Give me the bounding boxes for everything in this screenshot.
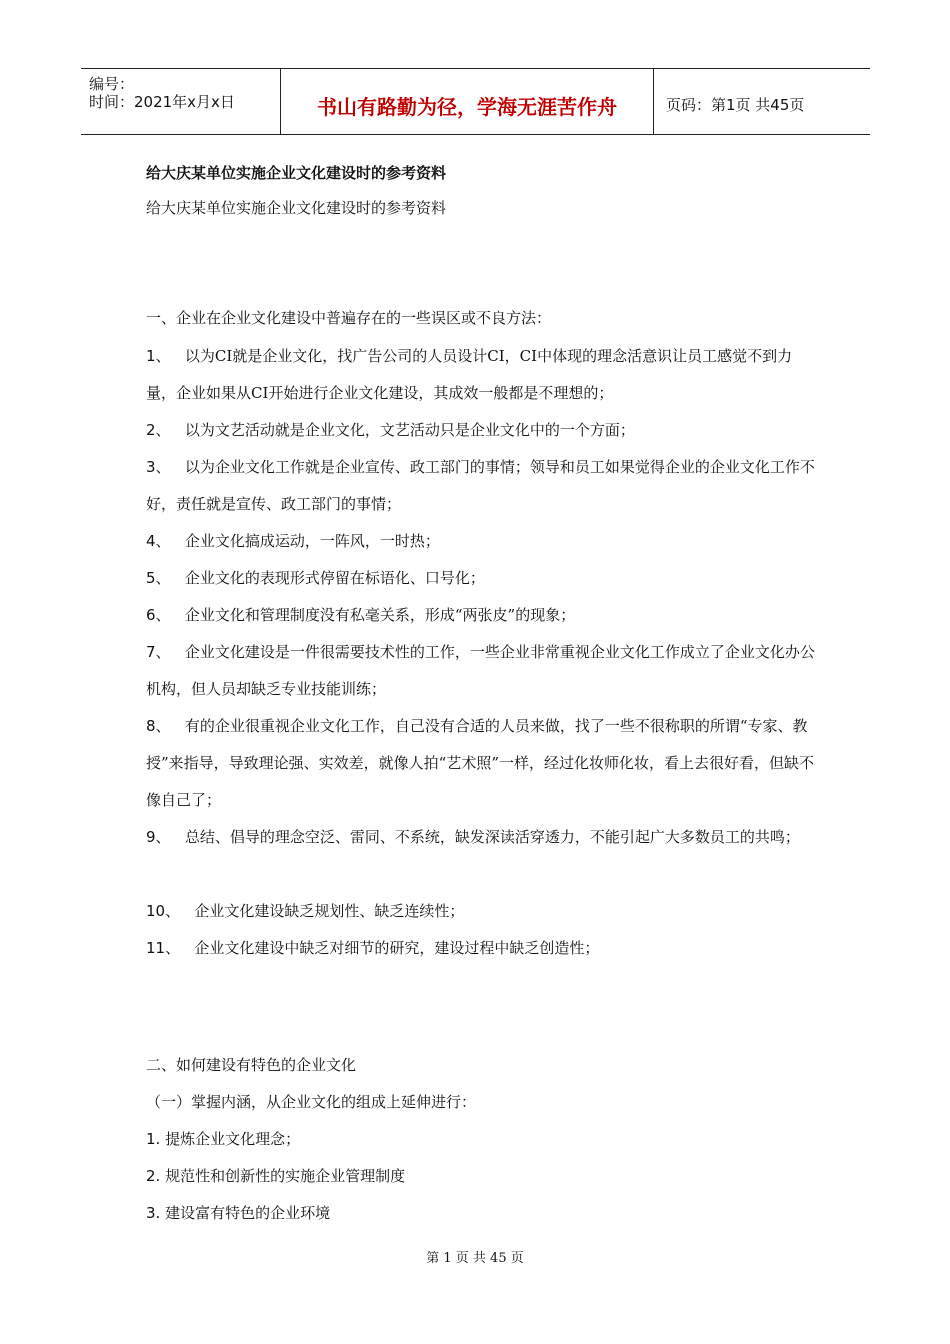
item-text: 有的企业很重视企业文化工作，自己没有合适的人员来做，找了一些不很称职的所谓“专家、教授”来指导，导致理论强、实效差，就像人拍“艺术照”一样，经过化妆师化妆，看上去很好看，但缺不像自己了； xyxy=(146,717,815,809)
list-item xyxy=(146,893,816,930)
date-label: 时间：2021年x月x日 xyxy=(89,93,235,111)
list-item xyxy=(146,634,816,708)
item-number: 4、 xyxy=(146,532,171,550)
item-text: 企业文化建设缺乏规划性、缺乏连续性； xyxy=(194,902,465,920)
list-item xyxy=(146,449,816,523)
item-number: 1. xyxy=(146,1130,161,1148)
item-text: 提炼企业文化理念； xyxy=(165,1130,301,1148)
section2-heading: 二、如何建设有特色的企业文化 xyxy=(146,1056,357,1074)
item-text: 以为企业文化工作就是企业宣传、政工部门的事情；领导和员工如果觉得企业的企业文化工作不好，责任就是宣传、政工部门的事情； xyxy=(146,458,815,513)
item-text: 企业文化建设中缺乏对细节的研究，建设过程中缺乏创造性； xyxy=(194,939,600,957)
list-item xyxy=(146,930,816,967)
item-number: 11、 xyxy=(146,939,181,957)
list-item xyxy=(146,708,816,819)
header-right-cell xyxy=(654,69,870,134)
item-number: 6、 xyxy=(146,606,171,624)
item-text: 企业文化的表现形式停留在标语化、口号化； xyxy=(184,569,485,587)
list-item xyxy=(146,338,816,412)
header-left-cell xyxy=(81,69,281,134)
item-number: 10、 xyxy=(146,902,181,920)
item-number: 7、 xyxy=(146,643,171,661)
item-text: 以为CI就是企业文化，找广告公司的人员设计CI，CI中体现的理念活意识让员工感觉不到力量，企业如果从CI开始进行企业文化建设，其成效一般都是不理想的； xyxy=(146,347,793,402)
list-item xyxy=(146,1121,816,1158)
item-number: 5、 xyxy=(146,569,171,587)
list-item xyxy=(146,560,816,597)
page-info: 页码：第1页 共45页 xyxy=(666,96,805,114)
section2-subheading: （一）掌握内涵，从企业文化的组成上延伸进行： xyxy=(146,1093,477,1111)
motto: 书山有路勤为径，学海无涯苦作舟 xyxy=(317,95,617,119)
document-title: 给大庆某单位实施企业文化建设时的参考资料 xyxy=(146,199,447,217)
section1-heading: 一、企业在企业文化建设中普遍存在的一些误区或不良方法： xyxy=(146,309,552,327)
item-number: 1、 xyxy=(146,347,171,365)
item-number: 3. xyxy=(146,1204,161,1222)
item-text: 企业文化搞成运动，一阵风，一时热； xyxy=(184,532,440,550)
item-text: 企业文化建设是一件很需要技术性的工作，一些企业非常重视企业文化工作成立了企业文化办公机构，但人员却缺乏专业技能训练； xyxy=(146,643,815,698)
item-text: 总结、倡导的理念空泛、雷同、不系统，缺发深读活穿透力，不能引起广大多数员工的共鸣； xyxy=(184,828,800,846)
header-mid-cell xyxy=(281,69,654,134)
item-text: 企业文化和管理制度没有私毫关系，形成“两张皮”的现象； xyxy=(184,606,576,624)
list-item xyxy=(146,819,816,856)
item-text: 规范性和创新性的实施企业管理制度 xyxy=(165,1167,406,1185)
list-item xyxy=(146,597,816,634)
code-label: 编号： xyxy=(89,75,135,93)
list-item xyxy=(146,1195,816,1232)
item-text: 以为文艺活动就是企业文化，文艺活动只是企业文化中的一个方面； xyxy=(184,421,635,439)
item-number: 2. xyxy=(146,1167,161,1185)
header-table xyxy=(81,68,870,135)
item-number: 9、 xyxy=(146,828,171,846)
page-footer: 第 1 页 共 45 页 xyxy=(426,1251,524,1266)
item-number: 8、 xyxy=(146,717,171,735)
item-text: 建设富有特色的企业环境 xyxy=(165,1204,331,1222)
list-item xyxy=(146,1158,816,1195)
list-item xyxy=(146,523,816,560)
item-number: 2、 xyxy=(146,421,171,439)
item-number: 3、 xyxy=(146,458,171,476)
list-item xyxy=(146,412,816,449)
document-title-bold: 给大庆某单位实施企业文化建设时的参考资料 xyxy=(146,164,447,182)
